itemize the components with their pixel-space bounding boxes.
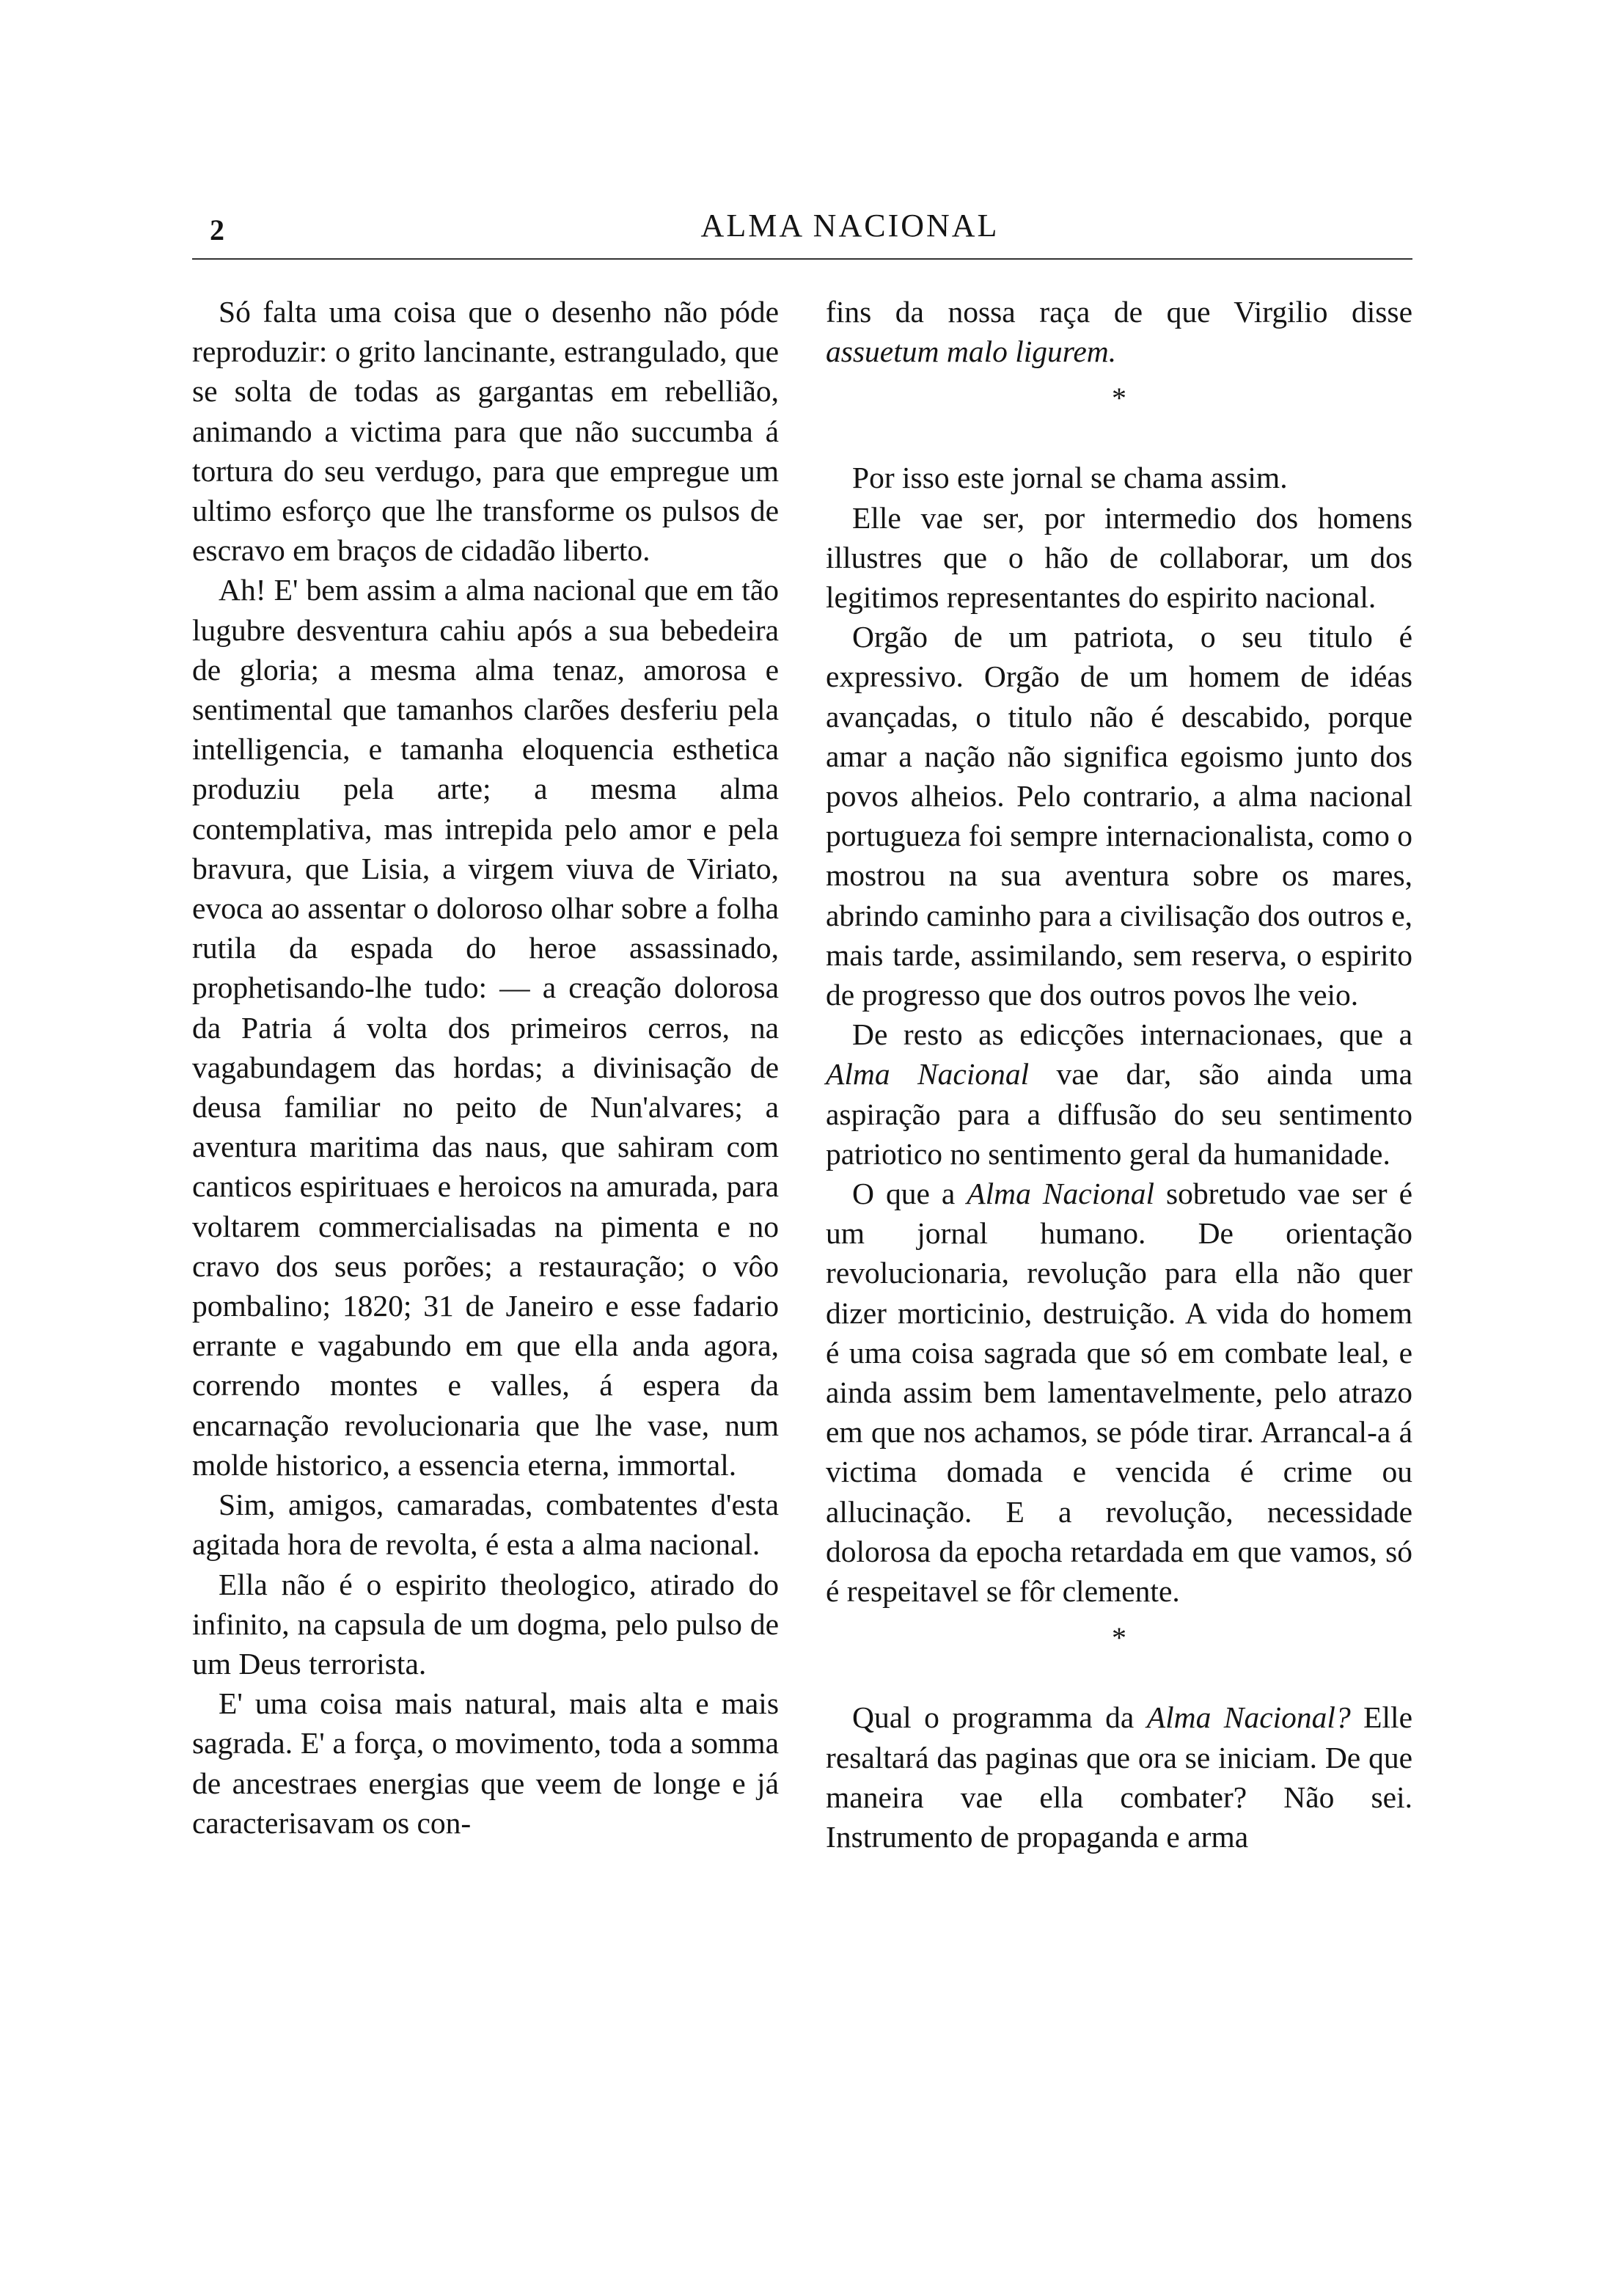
paragraph: [826, 1014, 1412, 1174]
right-column: [826, 292, 1412, 1857]
paragraph: Por isso este jornal se chama assim.: [852, 461, 1288, 495]
paragraph: Só falta uma coisa que o desenho não póde reproduzir: o grito lancinante, estrangulado, que se solta de todas as gargantas em rebellião, animando a victima para que não succumba á tortura do seu verdugo, para que empregue um ultimo esforço que lhe transforme os pulsos de escravo em braços de cidadão liberto.: [192, 295, 779, 568]
journal-title: Alma Nacional: [967, 1177, 1155, 1211]
paragraph: Elle vae ser, por intermedio dos homens illustres que o hão de collaborar, um dos legitimos representantes do espirito nacional.: [826, 500, 1412, 615]
paragraph: Ella não é o espirito theologico, atirado do infinito, na capsula de um dogma, pelo pulso de um Deus terrorista.: [192, 1567, 779, 1681]
paragraph: [826, 1697, 1412, 1857]
paragraph: Ah! E' bem assim a alma nacional que em tão lugubre desventura cahiu após a sua bebedeira de gloria; a mesma alma tenaz, amorosa e sentimental que tamanhos clarões desferiu pela intelligencia, e tamanha eloquencia esthetica produziu pela arte; a mesma alma contemplativa, mas intrepida pelo amor e pela bravura, que Lisia, a virgem viuva de Viriato, evoca ao assentar o doloroso olhar sobre a folha rutila da espada do heroe assassinado, prophetisando-lhe tudo: — a creação dolorosa da Patria á volta dos primeiros cerros, na vagabundagem das hordas; a divinisação de deusa familiar no peito de Nun'alvares; a aventura maritima das naus, que sahiram com canticos espirituaes e heroicos na amurada, para voltarem commercialisadas na pimenta e no cravo dos seus porões; a restauração; o vôo pombalino; 1820; 31 de Janeiro e esse fadario errante e vagabundo em que ella anda agora, correndo montes e valles, á espera da encarnação revolucionaria que lhe vase, num molde historico, a essencia eterna, immortal.: [192, 573, 779, 1482]
paragraph-text: O que a: [852, 1177, 956, 1211]
journal-title: Alma Nacional?: [1146, 1700, 1351, 1735]
paragraph-text: Elle resaltará das paginas que ora se iniciam. De que maneira vae ella combater? Não sei. Instrumento de propaganda e arma: [826, 1700, 1413, 1854]
section-separator: *: [1112, 1621, 1126, 1655]
paragraph: [826, 292, 1412, 371]
paragraph: Sim, amigos, camaradas, combatentes d'esta agitada hora de revolta, é esta a alma nacional.: [192, 1488, 779, 1562]
paragraph: Orgão de um patriota, o seu titulo é expressivo. Orgão de um homem de idéas avançadas, o titulo não é descabido, porque amar a nação não significa egoismo junto dos povos alheios. Pelo contrario, a alma nacional portugueza foi sempre internacionalista, como o mostrou na sua aventura sobre os mares, abrindo caminho para a civilisação dos outros e, mais tarde, assimilando, sem reserva, o espirito de progresso que dos outros povos lhe veio.: [826, 620, 1412, 1012]
paragraph-text: sobretudo vae ser é um jornal humano. De orientação revolucionaria, revolução para ella não quer dizer morticinio, destruição. A vida do homem é uma coisa sagrada que só em combate leal, e ainda assim bem lamentavelmente, pelo atrazo em que nos achamos, se póde tirar. Arrancal-a á victima domada e vencida é crime ou allucinação. E a revolução, necessidade dolorosa da epocha retardada em que vamos, só é respeitavel se fôr clemente.: [826, 1177, 1413, 1609]
running-title: ALMA NACIONAL: [700, 208, 1000, 244]
section-separator: *: [1112, 381, 1126, 415]
paragraph-text: Qual o programma da: [852, 1700, 1135, 1735]
left-column: [192, 292, 779, 1843]
latin-quote: assuetum malo ligurem.: [826, 334, 1117, 369]
page-header: [192, 207, 1412, 251]
header-rule: [192, 258, 1412, 260]
paragraph: E' uma coisa mais natural, mais alta e mais sagrada. E' a força, o movimento, toda a somma de ancestraes energias que veem de longe e já caracterisavam os con-: [192, 1686, 779, 1840]
paragraph: [826, 1174, 1412, 1611]
paragraph-text: fins da nossa raça de que Virgilio disse: [826, 295, 1412, 329]
paragraph-text: vae dar, são ainda uma aspiração para a diffusão do seu sentimento patriotico no sentimento geral da humanidade.: [826, 1057, 1413, 1171]
page-number: 2: [210, 213, 224, 246]
paragraph-text: De resto as edicções internacionaes, que a: [852, 1017, 1412, 1052]
journal-title: Alma Nacional: [826, 1057, 1030, 1092]
